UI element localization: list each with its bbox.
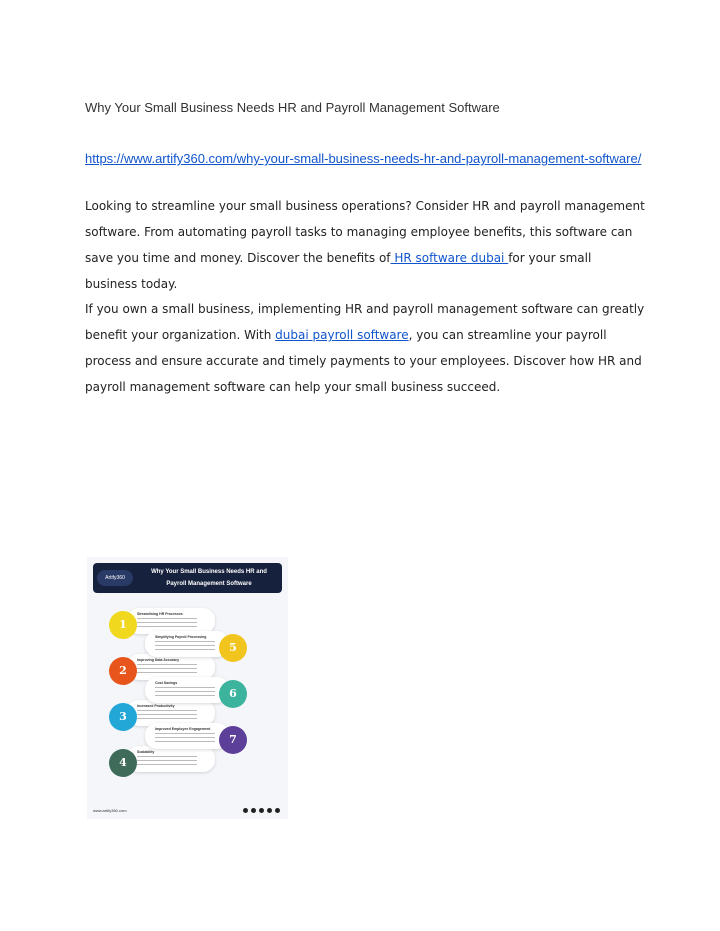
card-text-line <box>137 760 197 761</box>
card-text-line <box>137 718 197 719</box>
infographic-card-title: Cost Savings <box>155 681 178 685</box>
infographic-number-circle: 5 <box>219 634 247 662</box>
card-text-line <box>155 695 215 696</box>
card-text-line <box>137 668 197 669</box>
card-text-line <box>155 691 215 692</box>
twitter-icon <box>259 808 264 813</box>
card-text-line <box>137 626 197 627</box>
infographic-header <box>93 563 282 593</box>
infographic-image <box>87 557 288 819</box>
paragraph-text: Looking to streamline your small business operations? Consider HR and payroll management software. From automating payroll tasks to managing employee benefits, this software can save you time and money. Discover the benefits of <box>85 199 645 265</box>
card-text-line <box>155 687 215 688</box>
infographic-card <box>145 631 229 657</box>
intro-paragraph <box>85 193 645 297</box>
card-text-line <box>155 741 215 742</box>
card-text-line <box>137 672 197 673</box>
infographic-card-title: Simplifying Payroll Processing <box>155 635 207 639</box>
card-text-line <box>137 618 197 619</box>
infographic-number-circle: 2 <box>109 657 137 685</box>
infographic-number-circle: 7 <box>219 726 247 754</box>
paragraph-text: for your small business today. <box>85 251 592 291</box>
card-text-line <box>137 622 197 623</box>
infographic-card <box>145 723 229 749</box>
infographic-card <box>145 677 229 703</box>
infographic-card-title: Improved Employee Engagement <box>155 727 211 731</box>
card-text-line <box>137 714 197 715</box>
card-text-line <box>137 764 197 765</box>
card-text-line <box>137 710 197 711</box>
infographic-footer: www.artify360.com <box>93 808 127 813</box>
document-title: Why Your Small Business Needs HR and Payroll Management Software <box>85 100 500 115</box>
linkedin-icon <box>267 808 272 813</box>
source-url-link[interactable]: https://www.artify360.com/why-your-small-business-needs-hr-and-payroll-management-software/ <box>85 151 642 166</box>
body-paragraph <box>85 296 645 400</box>
youtube-icon <box>275 808 280 813</box>
dubai-payroll-software-link[interactable]: dubai payroll software <box>275 328 409 342</box>
infographic-card-title: Streamlining HR Processes <box>137 612 183 616</box>
infographic-number-circle: 6 <box>219 680 247 708</box>
infographic-title: Why Your Small Business Needs HR and Payroll Management Software <box>151 569 267 587</box>
card-text-line <box>155 641 215 642</box>
infographic-card-title: Scalability <box>137 750 155 754</box>
card-text-line <box>155 649 215 650</box>
paragraph-text: , you can streamline your payroll process and ensure accurate and timely payments to your employees. Discover how HR and payroll management software can help your small business succeed. <box>85 328 642 394</box>
infographic-number-circle: 1 <box>109 611 137 639</box>
artify360-logo: Artify360 <box>97 570 133 586</box>
card-text-line <box>155 733 215 734</box>
instagram-icon <box>251 808 256 813</box>
infographic-card <box>127 746 215 772</box>
facebook-icon <box>243 808 248 813</box>
card-text-line <box>137 756 197 757</box>
infographic-number-circle: 4 <box>109 749 137 777</box>
infographic-number-circle: 3 <box>109 703 137 731</box>
hr-software-dubai-link[interactable]: HR software dubai <box>390 251 509 265</box>
card-text-line <box>155 737 215 738</box>
paragraph-text: If you own a small business, implementing HR and payroll management software can greatly benefit your organization. With <box>85 302 645 342</box>
infographic-card-title: Increased Productivity <box>137 704 175 708</box>
card-text-line <box>155 645 215 646</box>
card-text-line <box>137 664 197 665</box>
infographic-card-title: Improving Data Accuracy <box>137 658 180 662</box>
